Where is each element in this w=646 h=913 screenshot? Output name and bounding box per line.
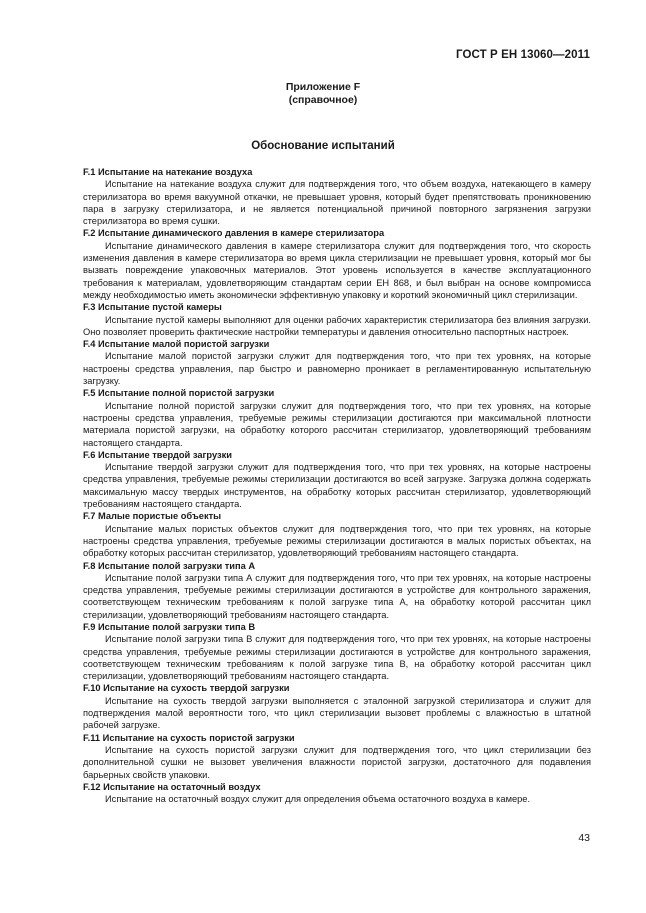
section-text: Испытание полой загрузки типа В служит для подтверждения того, что при тех уровнях, на которые настроены средства управления, требуемые режимы стерилизации достигаются в устройстве для контрольного заражения, соответствующем техническим требованиям к полой загрузке типа В, на обработку которой рассчитан цикл стерилизации, удовлетворяющий требованиям настоящего стандарта. [83,634,591,682]
section-text: Испытание малых пористых объектов служит для подтверждения того, что при тех уровнях, на которые настроены средства управления, требуемые режимы стерилизации достигаются в малых пористых объектах, на обработку которых рассчитан стерилизатор, удовлетворяющий требованиям настоящего стандарта. [83,523,591,559]
page-number: 43 [578,832,590,844]
section-f8 [83,560,591,621]
section-text: Испытание твердой загрузки служит для подтверждения того, что при тех уровнях, на которые настроены средства управления, требуемые режимы стерилизации достигаются во всей загрузке. Загрузка должна содержать максимальную массу твердых инструментов, на обработку которых рассчитан стерилизатор, удовлетворяющий требованиям настоящего стандарта. [83,462,591,510]
section-f2 [83,227,591,301]
section-heading: F.3 Испытание пустой камеры [83,302,222,313]
section-heading: F.4 Испытание малой пористой загрузки [83,339,270,350]
section-f1 [83,166,591,227]
section-f12 [83,781,591,806]
section-heading: F.2 Испытание динамического давления в камере стерилизатора [83,228,385,239]
section-text: Испытание на сухость твердой загрузки выполняется с эталонной загрузкой стерилизатора и служит для подтверждения малой вероятности того, что цикл стерилизации вызовет проблемы с влажностью в штатной рабочей загрузке. [83,695,591,731]
section-text: Испытание на сухость пористой загрузки служит для подтверждения того, что цикл стерилизации без дополнительной сушки не вызовет увеличения влажности пористой загрузки, достаточного для подавления барьерных свойств упаковки. [83,744,591,780]
section-heading: F.5 Испытание полной пористой загрузки [83,388,275,399]
section-f9 [83,621,591,682]
standard-header: ГОСТ Р ЕН 13060—2011 [455,49,590,61]
section-text: Испытание полой загрузки типа А служит для подтверждения того, что при тех уровнях, на которые настроены средства управления, требуемые режимы стерилизации достигаются в устройстве для контрольного заражения, соответствующем техническим требованиям к полой загрузке типа А, на обработку которой рассчитан цикл стерилизации, удовлетворяющий требованиям настоящего стандарта. [83,572,591,620]
section-heading: F.7 Малые пористые объекты [83,511,222,522]
section-text: Испытание на натекание воздуха служит для подтверждения того, что объем воздуха, натекающего в камеру стерилизатора во время вакуумной откачки, не превышает уровня, который будет препятствовать проникновению пара в загрузку стерилизатора, и не является потенциальной причиной повторного загрязнения загрузки стерилизатора во время сушки. [83,179,591,227]
section-f11 [83,732,591,781]
section-f10 [83,682,591,731]
section-heading: F.1 Испытание на натекание воздуха [83,167,253,177]
section-heading: F.10 Испытание на сухость твердой загрузки [83,683,290,694]
section-heading: F.8 Испытание полой загрузки типа А [83,560,256,571]
section-f7 [83,510,591,559]
section-f6 [83,449,591,510]
section-f3 [83,301,591,338]
appendix-subtitle: (справочное) [288,94,358,106]
section-f5 [83,387,591,448]
section-heading: F.11 Испытание на сухость пористой загрузки [83,732,295,743]
section-text: Испытание на остаточный воздух служит для определения объема остаточного воздуха в камере. [105,794,531,805]
document-body [83,166,591,805]
section-text: Испытание малой пористой загрузки служит для подтверждения того, что при тех уровнях, на которые настроены средства управления, пар быстро и равномерно проникает в регламентированную испытательную загрузку. [83,351,591,387]
section-heading: F.12 Испытание на остаточный воздух [83,781,261,792]
document-title: Обоснование испытаний [251,140,395,152]
section-heading: F.9 Испытание полой загрузки типа В [83,621,256,632]
section-text: Испытание полной пористой загрузки служит для подтверждения того, что при тех уровнях, на которые настроены средства управления, требуемые режимы стерилизации достигаются при максимальной плотности материала пористой загрузки, на обработку которого рассчитан стерилизатор, удовлетворяющий требованиям настоящего стандарта. [83,400,591,448]
appendix-title: Приложение F [285,81,361,93]
section-text: Испытание динамического давления в камере стерилизатора служит для подтверждения того, что скорость изменения давления в камере стерилизатора во время цикла стерилизации не превышает уровня, который мог бы вызвать повреждение упаковочных материалов. Этот уровень используется в качестве эксплуатационного требования к материалам, удовлетворяющим стандартам серии ЕН 868, и был выбран на основе компромисса между необходимостью иметь экономически эффективную упаковку и короткий экономичный цикл стерилизации. [83,240,591,300]
section-f4 [83,338,591,387]
section-heading: F.6 Испытание твердой загрузки [83,449,232,460]
section-text: Испытание пустой камеры выполняют для оценки рабочих характеристик стерилизатора без влияния загрузки. Оно позволяет проверить фактические настройки температуры и давления относительно паспортных настроек. [83,314,591,337]
